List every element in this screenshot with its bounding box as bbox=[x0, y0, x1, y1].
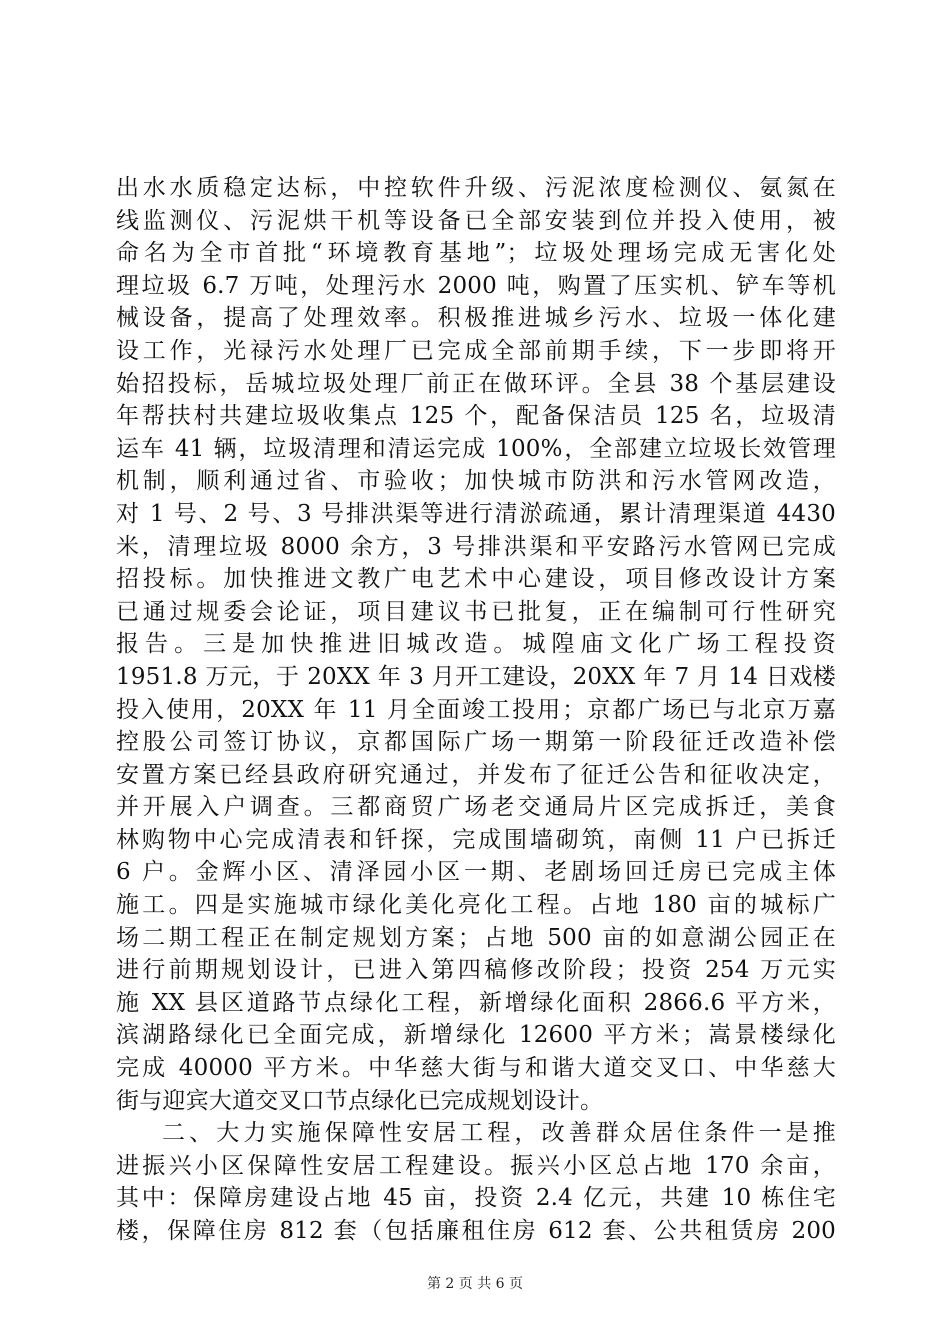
text-line: 已通过规委会论证，项目建议书已批复，正在编制可行性研究 bbox=[116, 598, 836, 625]
paragraph-start-line: 二、大力实施保障性安居工程，改善群众居住条件一是推 bbox=[162, 1120, 836, 1147]
text-line: 1951.8 万元，于 20XX 年 3 月开工建设，20XX 年 7 月 14 日戏楼 bbox=[116, 663, 836, 690]
text-line: 进行前期规划设计，已进入第四稿修改阶段；投资 254 万元实 bbox=[116, 957, 836, 984]
text-line: 安置方案已经县政府研究通过，并发布了征迁公告和征收决定， bbox=[116, 761, 836, 788]
text-line: 招投标。加快推进文教广电艺术中心建设，项目修改设计方案 bbox=[116, 566, 836, 593]
text-line: 理垃圾 6.7 万吨，处理污水 2000 吨，购置了压实机、铲车等机 bbox=[116, 272, 836, 299]
text-line: 施工。四是实施城市绿化美化亮化工程。占地 180 亩的城标广 bbox=[116, 892, 836, 919]
text-line: 滨湖路绿化已全面完成，新增绿化 12600 平方米；嵩景楼绿化 bbox=[116, 1022, 836, 1049]
text-line: 设工作，光禄污水处理厂已完成全部前期手续，下一步即将开 bbox=[116, 337, 836, 364]
text-line: 线监测仪、污泥烘干机等设备已全部安装到位并投入使用，被 bbox=[116, 207, 836, 234]
text-line: 命名为全市首批“环境教育基地”；垃圾处理场完成无害化处 bbox=[116, 240, 836, 267]
text-line: 机制，顺利通过省、市验收；加快城市防洪和污水管网改造， bbox=[116, 468, 836, 495]
text-line: 出水水质稳定达标，中控软件升级、污泥浓度检测仪、氨氮在 bbox=[116, 175, 836, 201]
text-line: 6 户。金辉小区、清泽园小区一期、老剧场回迁房已完成主体 bbox=[116, 859, 836, 886]
text-line: 街与迎宾大道交叉口节点绿化已完成规划设计。 bbox=[116, 1087, 604, 1114]
text-line: 械设备，提高了处理效率。积极推进城乡污水、垃圾一体化建 bbox=[116, 305, 836, 332]
page-number-footer: 第 2 页 共 6 页 bbox=[426, 1276, 524, 1292]
text-line: 米，清理垃圾 8000 余方，3 号排洪渠和平安路污水管网已完成 bbox=[116, 533, 836, 560]
text-line: 始招投标，岳城垃圾处理厂前正在做环评。全县 38 个基层建设 bbox=[116, 370, 836, 397]
text-line: 场二期工程正在制定规划方案；占地 500 亩的如意湖公园正在 bbox=[116, 924, 836, 951]
text-line: 投入使用，20XX 年 11 月全面竣工投用；京都广场已与北京万嘉 bbox=[116, 696, 836, 723]
text-line: 运车 41 辆，垃圾清理和清运完成 100%，全部建立垃圾长效管理 bbox=[116, 435, 836, 462]
body-text bbox=[116, 172, 836, 1248]
text-line: 对 1 号、2 号、3 号排洪渠等进行清淤疏通，累计清理渠道 4430 bbox=[116, 500, 836, 527]
text-line: 完成 40000 平方米。中华慈大街与和谐大道交叉口、中华慈大 bbox=[116, 1055, 836, 1082]
text-line: 楼，保障住房 812 套（包括廉租住房 612 套、公共租赁房 200 bbox=[116, 1218, 836, 1244]
text-line: 施 XX 县区道路节点绿化工程，新增绿化面积 2866.6 平方米， bbox=[116, 989, 836, 1016]
text-line: 其中：保障房建设占地 45 亩，投资 2.4 亿元，共建 10 栋住宅 bbox=[116, 1185, 836, 1212]
text-line: 年帮扶村共建垃圾收集点 125 个，配备保洁员 125 名，垃圾清 bbox=[116, 403, 836, 430]
text-line: 并开展入户调查。三都商贸广场老交通局片区完成拆迁，美食 bbox=[116, 794, 836, 821]
text-line: 林购物中心完成清表和钎探，完成围墙砌筑，南侧 11 户已拆迁 bbox=[116, 826, 836, 853]
text-line: 进振兴小区保障性安居工程建设。振兴小区总占地 170 余亩， bbox=[116, 1152, 836, 1179]
text-line: 报告。三是加快推进旧城改造。城隍庙文化广场工程投资 bbox=[116, 631, 836, 658]
text-line: 控股公司签订协议，京都国际广场一期第一阶段征迁改造补偿 bbox=[116, 729, 836, 756]
